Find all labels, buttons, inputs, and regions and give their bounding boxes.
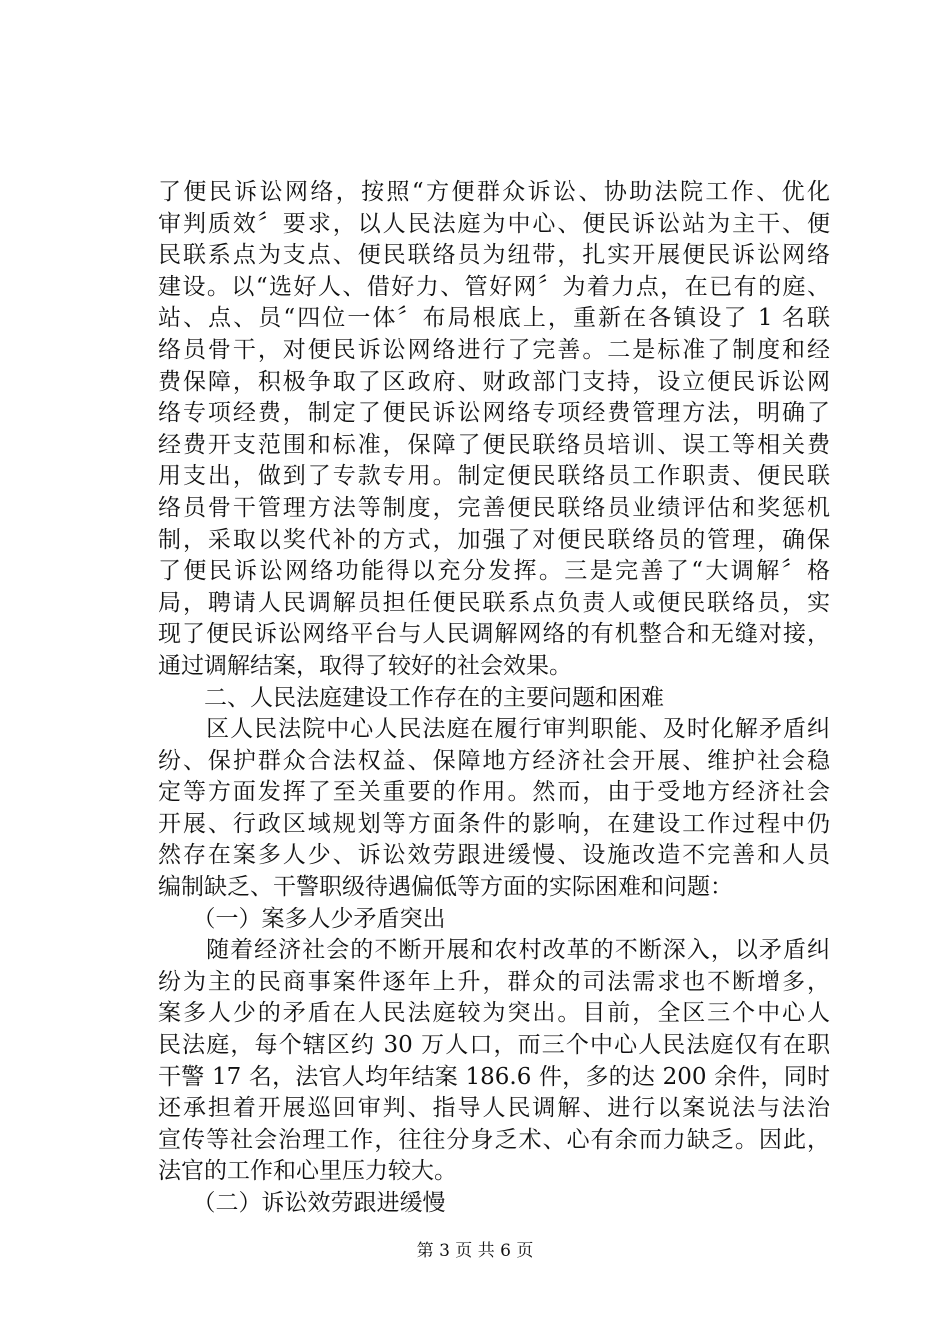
body-line: 制，采取以奖代补的方式，加强了对便民联络员的管理，确保 <box>158 526 830 553</box>
body-line: 纷为主的民商事案件逐年上升，群众的司法需求也不断增多， <box>158 968 830 995</box>
body-line: 费保障，积极争取了区政府、财政部门支持，设立便民诉讼网 <box>158 368 830 395</box>
body-line: 随着经济社会的不断开展和农村改革的不断深入，以矛盾纠 <box>158 937 830 964</box>
body-line: （二）诉讼效劳跟进缓慢 <box>158 1190 446 1216</box>
body-line: 建设。以“选好人、借好力、管好网〞为着力点，在已有的庭、 <box>158 273 830 300</box>
body-line: 定等方面发挥了至关重要的作用。然而，由于受地方经济社会 <box>158 779 830 806</box>
body-line: 区人民法院中心人民法庭在履行审判职能、及时化解矛盾纠 <box>158 716 830 743</box>
body-line: 二、人民法庭建设工作存在的主要问题和困难 <box>158 684 664 711</box>
body-line: 然存在案多人少、诉讼效劳跟进缓慢、设施改造不完善和人员 <box>158 842 830 869</box>
body-line: 络专项经费，制定了便民诉讼网络专项经费管理方法，明确了 <box>158 400 830 427</box>
page-footer: 第 3 页 共 6 页 <box>416 1241 534 1261</box>
body-line: 干警 17 名，法官人均年结案 186.6 件，多的达 200 余件，同时 <box>158 1063 830 1090</box>
body-line: 络员骨干管理方法等制度，完善便民联络员业绩评估和奖惩机 <box>158 494 830 521</box>
body-line: 络员骨干，对便民诉讼网络进行了完善。二是标准了制度和经 <box>158 336 830 363</box>
body-line: 民联系点为支点、便民联络员为纽带，扎实开展便民诉讼网络 <box>158 242 830 269</box>
body-line: 审判质效〞要求，以人民法庭为中心、便民诉讼站为主干、便 <box>158 210 830 237</box>
body-line: 宣传等社会治理工作，往往分身乏术、心有余而力缺乏。因此， <box>158 1126 830 1153</box>
body-text <box>158 177 830 1220</box>
body-line: 纷、保护群众合法权益、保障地方经济社会开展、维护社会稳 <box>158 747 830 774</box>
body-line: 还承担着开展巡回审判、指导人民调解、进行以案说法与法治 <box>158 1095 830 1122</box>
body-line: 法官的工作和心里压力较大。 <box>158 1158 457 1185</box>
body-line: 了便民诉讼网络功能得以充分发挥。三是完善了“大调解〞格 <box>158 558 830 585</box>
body-line: 民法庭，每个辖区约 30 万人口，而三个中心人民法庭仅有在职 <box>158 1032 830 1059</box>
body-line: （一）案多人少矛盾突出 <box>158 905 446 932</box>
body-line: 现了便民诉讼网络平台与人民调解网络的有机整合和无缝对接， <box>158 621 830 648</box>
body-line: 通过调解结案，取得了较好的社会效果。 <box>158 652 572 679</box>
body-line: 局，聘请人民调解员担任便民联系点负责人或便民联络员，实 <box>158 589 830 616</box>
body-line: 用支出，做到了专款专用。制定便民联络员工作职责、便民联 <box>158 463 830 490</box>
body-line: 编制缺乏、干警职级待遇偏低等方面的实际困难和问题： <box>158 874 733 901</box>
body-line: 站、点、员“四位一体〞布局根底上，重新在各镇设了 1 名联 <box>158 305 830 332</box>
body-line: 开展、行政区域规划等方面条件的影响，在建设工作过程中仍 <box>158 810 830 837</box>
body-line: 经费开支范围和标准，保障了便民联络员培训、误工等相关费 <box>158 431 830 458</box>
body-line: 了便民诉讼网络，按照“方便群众诉讼、协助法院工作、优化 <box>158 179 830 205</box>
body-line: 案多人少的矛盾在人民法庭较为突出。目前，全区三个中心人 <box>158 1000 830 1027</box>
